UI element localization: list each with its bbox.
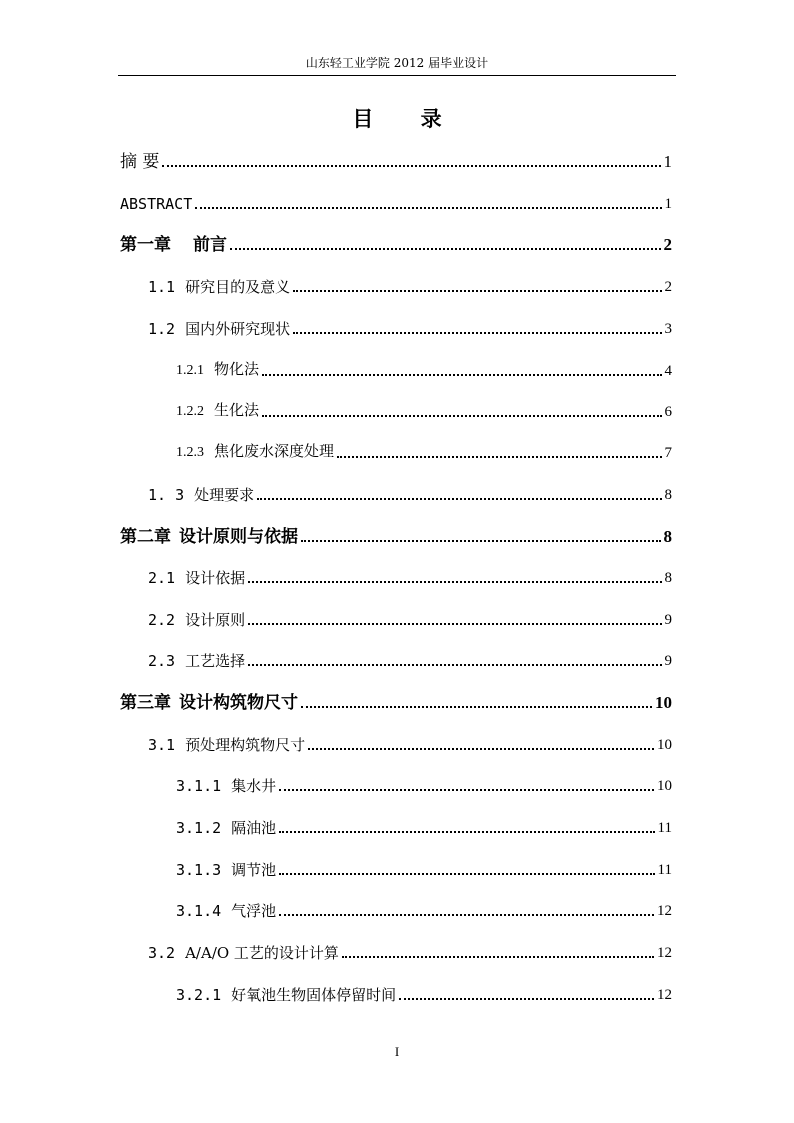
toc-entry-1-2-2[interactable] bbox=[176, 397, 672, 423]
dot-leader bbox=[257, 498, 661, 500]
toc-entry-page: 3 bbox=[664, 321, 672, 337]
toc-entry-page: 8 bbox=[663, 527, 672, 546]
toc-entry-page: 10 bbox=[657, 778, 672, 794]
toc-entry-page: 1 bbox=[663, 152, 672, 171]
toc-entry-number: 3.2 bbox=[148, 944, 176, 962]
toc-entry-number: 1.2.3 bbox=[176, 445, 204, 460]
toc-entry-label: 国内外研究现状 bbox=[185, 320, 291, 338]
toc-entry-number: 3.1.4 bbox=[176, 902, 222, 920]
toc-entry-1-2-1[interactable] bbox=[176, 356, 672, 382]
toc-entry-1-3[interactable] bbox=[148, 480, 672, 506]
dot-leader bbox=[293, 332, 661, 334]
toc-entry-3-2-1[interactable] bbox=[176, 980, 672, 1006]
toc-entry-page: 12 bbox=[657, 987, 672, 1003]
toc-entry-page: 8 bbox=[664, 570, 672, 586]
dot-leader bbox=[248, 623, 661, 625]
dot-leader bbox=[195, 207, 661, 209]
toc-entry-number: 2.2 bbox=[148, 611, 176, 629]
dot-leader bbox=[279, 789, 654, 791]
toc-entry-number: 3.1.2 bbox=[176, 819, 222, 837]
toc-entry-page: 9 bbox=[664, 653, 672, 669]
dot-leader bbox=[293, 290, 661, 292]
toc-entry-page: 1 bbox=[664, 196, 672, 212]
dot-leader bbox=[337, 456, 661, 458]
toc-entry-3-1[interactable] bbox=[148, 730, 672, 756]
toc-entry-3-1-3[interactable] bbox=[176, 855, 672, 881]
toc-entry-label: ABSTRACT bbox=[120, 195, 193, 213]
toc-entry-number: 第二章 bbox=[120, 527, 171, 547]
toc-entry-1-1[interactable] bbox=[148, 272, 672, 298]
toc-entry-number: 3.1 bbox=[148, 736, 176, 754]
toc-entry-page: 6 bbox=[664, 404, 672, 420]
toc-entry-label: A/A/O 工艺的设计计算 bbox=[185, 944, 339, 962]
toc-entry-page: 9 bbox=[664, 612, 672, 628]
toc-entry-3-2[interactable] bbox=[148, 938, 672, 964]
toc-entry-2-3[interactable] bbox=[148, 646, 672, 672]
toc-entry-page: 12 bbox=[657, 903, 672, 919]
toc-entry-page: 2 bbox=[664, 279, 672, 295]
header-text: 山东轻工业学院 2012 届毕业设计 bbox=[305, 56, 489, 70]
dot-leader bbox=[399, 998, 654, 1000]
toc-entry-label: 气浮池 bbox=[231, 902, 277, 920]
page-header bbox=[118, 55, 676, 76]
toc-entry-abstract-cn[interactable] bbox=[120, 147, 672, 173]
toc-entry-label: 预处理构筑物尺寸 bbox=[185, 736, 306, 754]
toc-entry-label: 设计原则与依据 bbox=[179, 527, 298, 547]
dot-leader bbox=[279, 873, 654, 875]
toc-entry-label: 集水井 bbox=[231, 777, 277, 795]
toc-entry-page: 10 bbox=[657, 737, 672, 753]
toc-entry-number: 2.1 bbox=[148, 569, 176, 587]
dot-leader bbox=[262, 374, 661, 376]
toc-entry-number: 3.2.1 bbox=[176, 986, 222, 1004]
toc-entry-label: 物化法 bbox=[214, 360, 260, 378]
toc-entry-page: 4 bbox=[664, 363, 672, 379]
toc-entry-page: 2 bbox=[663, 235, 672, 254]
toc-entry-3-1-2[interactable] bbox=[176, 813, 672, 839]
toc-entry-chapter-3[interactable] bbox=[120, 688, 672, 714]
toc-entry-label: 调节池 bbox=[231, 861, 277, 879]
toc-entry-label: 设计构筑物尺寸 bbox=[179, 693, 298, 713]
dot-leader bbox=[301, 540, 661, 542]
dot-leader bbox=[279, 914, 654, 916]
toc-entry-page: 7 bbox=[664, 445, 672, 461]
toc-entry-label: 设计依据 bbox=[185, 569, 246, 587]
dot-leader bbox=[248, 581, 661, 583]
toc-entry-page: 11 bbox=[657, 820, 672, 836]
toc-entry-label: 处理要求 bbox=[194, 486, 255, 504]
toc-entry-label: 工艺选择 bbox=[185, 652, 246, 670]
toc-entry-page: 11 bbox=[657, 862, 672, 878]
toc-entry-number: 1.1 bbox=[148, 278, 176, 296]
toc-entry-3-1-4[interactable] bbox=[176, 896, 672, 922]
toc-entry-label: 生化法 bbox=[214, 401, 260, 419]
toc-entry-page: 10 bbox=[655, 693, 672, 712]
toc-entry-label: 摘 要 bbox=[120, 152, 160, 172]
toc-entry-2-1[interactable] bbox=[148, 563, 672, 589]
toc-entry-label: 好氧池生物固体停留时间 bbox=[231, 986, 397, 1004]
toc-entry-abstract-en[interactable] bbox=[120, 189, 672, 215]
page-number-footer: I bbox=[394, 1044, 400, 1059]
toc-entry-number: 3.1.3 bbox=[176, 861, 222, 879]
toc-entry-page: 12 bbox=[657, 945, 672, 961]
dot-leader bbox=[301, 706, 652, 708]
toc-entry-2-2[interactable] bbox=[148, 605, 672, 631]
dot-leader bbox=[248, 664, 661, 666]
toc-entry-number: 1.2 bbox=[148, 320, 176, 338]
toc-entry-number: 第三章 bbox=[120, 693, 171, 713]
toc-entry-1-2-3[interactable] bbox=[176, 438, 672, 464]
toc-entry-3-1-1[interactable] bbox=[176, 771, 672, 797]
toc-entry-number: 1.2.1 bbox=[176, 363, 204, 378]
toc-entry-label: 设计原则 bbox=[185, 611, 246, 629]
toc-entry-1-2[interactable] bbox=[148, 314, 672, 340]
dot-leader bbox=[342, 956, 654, 958]
toc-entry-label: 研究目的及意义 bbox=[185, 278, 291, 296]
toc-entry-chapter-1[interactable] bbox=[120, 230, 672, 256]
toc-entry-number: 1.2.2 bbox=[176, 404, 204, 419]
dot-leader bbox=[308, 748, 654, 750]
toc-entry-label: 焦化废水深度处理 bbox=[214, 442, 335, 460]
toc-title: 目 录 bbox=[352, 106, 462, 131]
toc-entry-number: 2.3 bbox=[148, 652, 176, 670]
dot-leader bbox=[262, 415, 661, 417]
toc-entry-number: 3.1.1 bbox=[176, 777, 222, 795]
toc-entry-number: 1. 3 bbox=[148, 486, 185, 504]
toc-entry-chapter-2[interactable] bbox=[120, 522, 672, 548]
toc-entry-label: 隔油池 bbox=[231, 819, 277, 837]
toc-entry-label: 前言 bbox=[193, 235, 227, 255]
dot-leader bbox=[162, 165, 660, 167]
toc-entry-number: 第一章 bbox=[120, 235, 171, 255]
toc-entry-page: 8 bbox=[664, 487, 672, 503]
dot-leader bbox=[230, 248, 661, 250]
dot-leader bbox=[279, 831, 654, 833]
